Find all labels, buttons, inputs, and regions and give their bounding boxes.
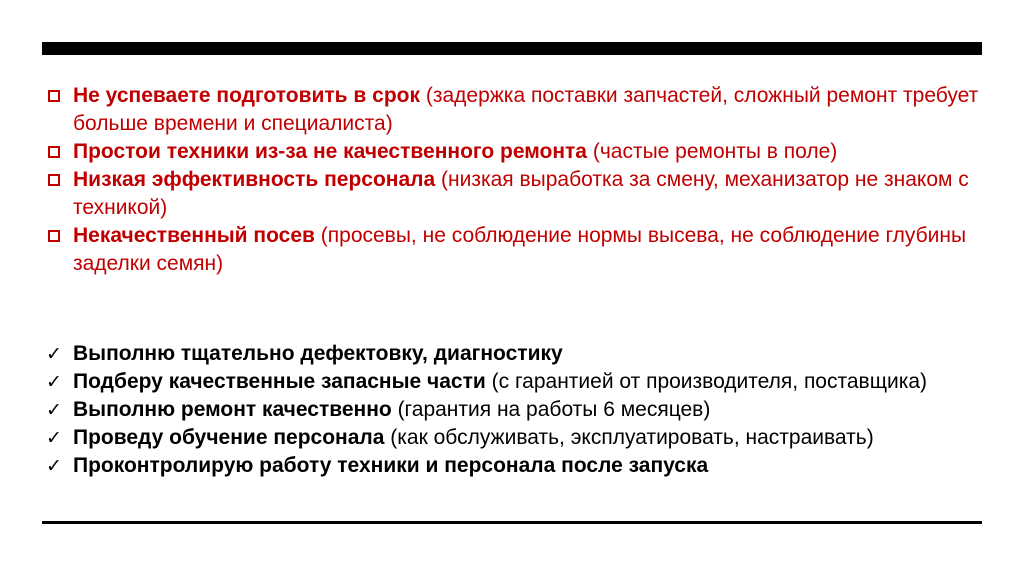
problem-details: (частые ремонты в поле) — [587, 140, 838, 163]
action-details: (как обслуживать, эксплуатировать, настраивать) — [384, 426, 874, 449]
action-item-2 — [46, 368, 996, 396]
action-title: Подберу качественные запасные части — [73, 370, 486, 393]
problem-item-2 — [46, 138, 996, 166]
action-details: (с гарантией от производителя, поставщика) — [485, 370, 928, 393]
problem-title: Некачественный посев — [73, 224, 315, 247]
action-details: (гарантия на работы 6 месяцев) — [391, 398, 711, 421]
square-bullet-icon — [46, 138, 68, 166]
check-icon: ✓ — [46, 427, 62, 449]
problems-list — [46, 82, 996, 278]
square-bullet-icon — [46, 82, 68, 110]
action-title: Выполню ремонт качественно — [73, 398, 392, 421]
actions-list — [46, 340, 996, 480]
square-bullet-icon — [46, 222, 68, 250]
check-icon: ✓ — [46, 343, 62, 365]
problem-item-4 — [46, 222, 996, 278]
bottom-divider-line — [42, 521, 982, 524]
check-icon: ✓ — [46, 371, 62, 393]
action-title: Проконтролирую работу техники и персонала после запуска — [73, 454, 709, 477]
problem-details: (просевы, не соблюдение нормы высева, не соблюдение глубины заделки семян) — [73, 224, 967, 275]
problem-title: Низкая эффективность персонала — [73, 168, 436, 191]
problem-item-1 — [46, 82, 996, 138]
problem-details: (задержка поставки запчастей, сложный ремонт требует больше времени и специалиста) — [73, 84, 979, 135]
problem-item-3 — [46, 166, 996, 222]
problem-title: Не успеваете подготовить в срок — [73, 84, 421, 107]
check-icon: ✓ — [46, 455, 62, 477]
check-icon: ✓ — [46, 399, 62, 421]
action-title: Проведу обучение персонала — [73, 426, 385, 449]
action-item-1 — [46, 340, 996, 368]
action-item-3 — [46, 396, 996, 424]
problem-title: Простои техники из-за не качественного ремонта — [73, 140, 587, 163]
action-title: Выполню тщательно дефектовку, диагностику — [73, 342, 563, 365]
problem-details: (низкая выработка за смену, механизатор не знаком с техникой) — [73, 168, 969, 219]
action-item-4 — [46, 424, 996, 452]
action-item-5 — [46, 452, 996, 480]
top-divider-bar — [42, 42, 982, 55]
square-bullet-icon — [46, 166, 68, 194]
